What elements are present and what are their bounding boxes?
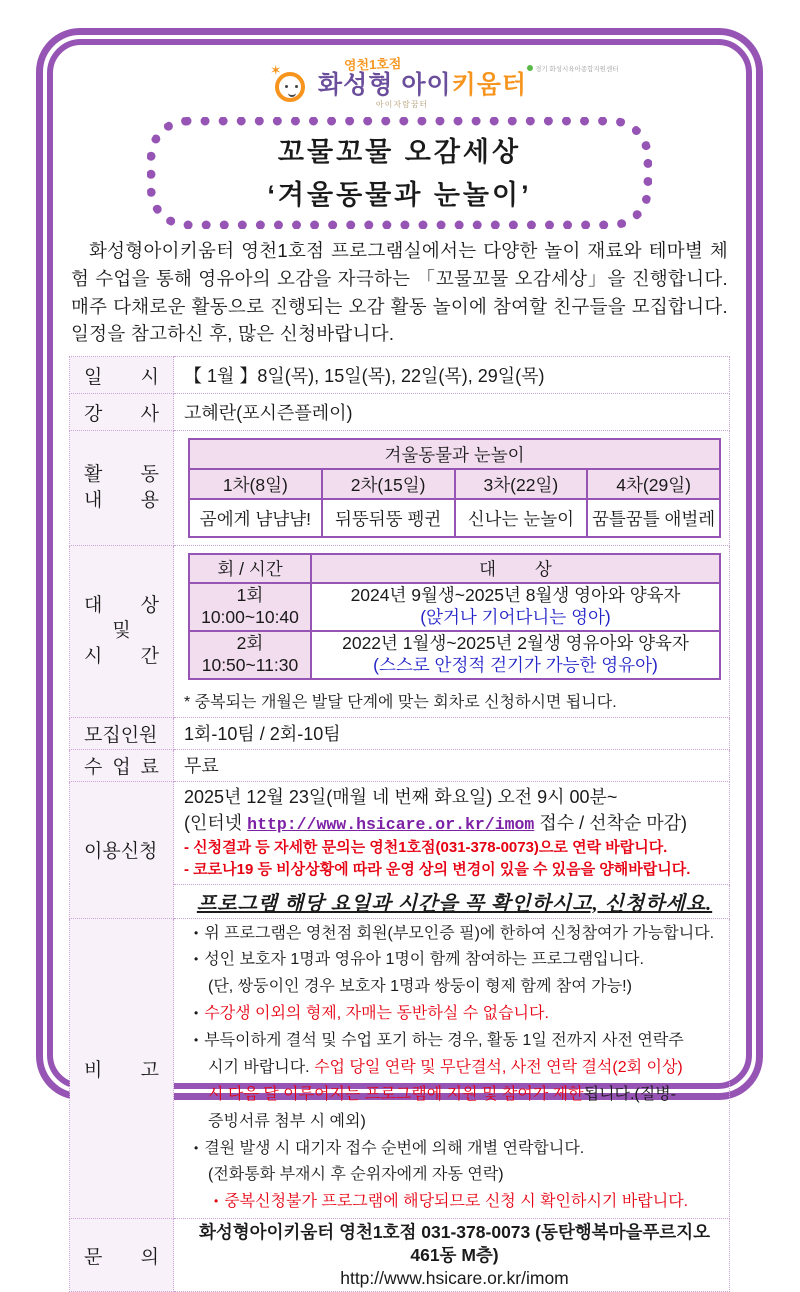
target-row-2 — [189, 631, 720, 679]
row-notes — [70, 918, 730, 1219]
emphasis-text: 프로그램 해당 요일과 시간을 꼭 확인하시고, 신청하세요. — [174, 884, 730, 918]
program-subtitle: ‘겨울동물과 눈놀이’ — [267, 180, 532, 210]
note-line: 시 다음 달 이루어지는 프로그램에 지원 및 참여가 제한됩니다.(질병- — [208, 1085, 676, 1103]
note-line: (단, 쌍둥이인 경우 보호자 1명과 쌍둥이 형제 함께 참여 가능!) — [208, 978, 632, 996]
activity-table — [188, 438, 721, 538]
row-activity — [70, 431, 730, 546]
session-2-target: 2022년 1월생~2025년 2월생 영유아와 양육자 (스스로 안정적 걷기가 가능한 영유아) — [311, 631, 720, 679]
note-line: • 결원 발생 시 대기자 접수 순번에 의해 개별 연락합니다. — [194, 1139, 585, 1157]
contact-address: 화성형아이키움터 영천1호점 031-378-0073 (동탄행복마을푸르지오 461동 M층) — [198, 1222, 711, 1265]
target-row-1 — [189, 583, 720, 631]
label-notes: 비 고 — [70, 918, 174, 1219]
label-activity: 활 동 내 용 — [70, 431, 174, 546]
contact-content — [174, 1219, 730, 1292]
label-target-time: 대 상 및 시 간 — [70, 546, 174, 718]
session-2-topic: 뒤뚱뒤뚱 펭귄 — [322, 499, 455, 537]
activity-content — [174, 431, 730, 546]
label-datetime: 일 시 — [70, 357, 174, 394]
note-line: • 부득이하게 결석 및 수업 포기 하는 경우, 활동 1일 전까지 사전 연락주 — [194, 1032, 684, 1050]
label-application: 이용신청 — [70, 781, 174, 918]
logo-brand: 화성형 아이키움터 — [317, 70, 528, 99]
note-line: • 수강생 이외의 형제, 자매는 동반하실 수 없습니다. — [194, 1005, 549, 1023]
logo-branch: 영천1호점 — [343, 55, 402, 73]
session-1-name: 1차(8일) — [189, 469, 322, 499]
row-contact — [70, 1219, 730, 1292]
value-fee: 무료 — [174, 749, 730, 781]
target-table — [188, 553, 721, 680]
target-content — [174, 546, 730, 718]
note-line: 증빙서류 첨부 시 예외) — [208, 1112, 366, 1130]
partner-org: 경기 화성시육아종합지원센터 — [527, 64, 647, 73]
value-instructor: 고혜란(포시즌플레이) — [174, 394, 730, 431]
session-1-time: 1회 10:00~10:40 — [189, 583, 311, 631]
page-content — [47, 39, 752, 1288]
notes-content — [174, 918, 730, 1219]
target-col1-header: 회 / 시간 — [189, 554, 311, 583]
note-line: • 위 프로그램은 영천점 회원(부모인증 필)에 한하여 신청참여가 가능합니다. — [194, 924, 715, 942]
session-3-topic: 신나는 눈놀이 — [455, 499, 588, 537]
row-target-time — [70, 546, 730, 718]
baby-face-icon — [269, 61, 312, 108]
note-line: (전화통화 부재시 후 순위자에게 자동 연락) — [208, 1166, 504, 1184]
application-notice-1: - 신청결과 등 자세한 문의는 영천1호점(031-378-0073)으로 연락 바랍니다. — [184, 838, 668, 856]
intro-paragraph: 화성형아이키움터 영천1호점 프로그램실에서는 다양한 놀이 재료와 테마별 체험 수업을 통해 영유아의 오감을 자극하는 「꼬물꼬물 오감세상」을 진행합니다. 매주 다채로운 활동으로 진행되는 오감 활동 놀이에 참여할 친구들을 모집합니다. 일정을 참고하신 후, 많은 신청바랍니다. — [71, 240, 728, 345]
row-instructor — [70, 394, 730, 431]
session-2-name: 2차(15일) — [322, 469, 455, 499]
value-datetime: 【 1월 】8일(목), 15일(목), 22일(목), 29일(목) — [174, 357, 730, 394]
note-line: • 중복신청불가 프로그램에 해당되므로 신청 시 확인하시기 바랍니다. — [214, 1193, 689, 1211]
note-line: 시기 바랍니다. 수업 당일 연락 및 무단결석, 사전 연락 결석(2회 이상) — [208, 1058, 683, 1076]
partner-logo-icon — [527, 65, 533, 71]
session-4-topic: 꿈틀꿈틀 애벌레 — [587, 499, 720, 537]
session-2-time: 2회 10:50~11:30 — [189, 631, 311, 679]
application-link[interactable]: http://www.hsicare.or.kr/imom — [247, 814, 535, 834]
row-capacity — [70, 717, 730, 749]
label-capacity: 모집인원 — [70, 717, 174, 749]
logo-subtitle: 아이자람꿈터 — [375, 99, 429, 109]
logo-area — [69, 53, 730, 113]
contact-url: http://www.hsicare.or.kr/imom — [340, 1267, 569, 1288]
target-col2-header: 대 상 — [311, 554, 720, 583]
session-1-topic: 곰에게 냠냠냠! — [189, 499, 322, 537]
application-date: 2025년 12월 23일(매월 네 번째 화요일) 오전 9시 00분~ — [184, 786, 618, 807]
row-fee — [70, 749, 730, 781]
label-contact: 문 의 — [70, 1219, 174, 1292]
application-notice-2: - 코로나19 등 비상상황에 따라 운영 상의 변경이 있을 수 있음을 양해바랍니다. — [184, 861, 691, 879]
label-fee: 수 업 료 — [70, 749, 174, 781]
session-1-target: 2024년 9월생~2025년 8월생 영아와 양육자 (앉거나 기어다니는 영아) — [311, 583, 720, 631]
value-capacity: 1회-10팀 / 2회-10팀 — [174, 717, 730, 749]
program-title: 꼬물꼬물 오감세상 — [277, 137, 522, 167]
session-4-name: 4차(29일) — [587, 469, 720, 499]
star-icon: ✶ — [269, 61, 282, 78]
application-content — [174, 781, 730, 884]
application-method: (인터넷 http://www.hsicare.or.kr/imom 접수 / 선착순 마감) — [184, 812, 688, 834]
target-footnote: * 중복되는 개월은 발달 단계에 맞는 회차로 신청하시면 됩니다. — [184, 693, 617, 711]
session-3-name: 3차(22일) — [455, 469, 588, 499]
info-table — [69, 356, 730, 1292]
row-datetime — [70, 357, 730, 394]
label-instructor: 강 사 — [70, 394, 174, 431]
activity-table-title: 겨울동물과 눈놀이 — [189, 439, 720, 469]
logo — [269, 55, 619, 109]
page-border — [36, 28, 763, 1288]
title-box — [147, 117, 652, 229]
row-application — [70, 781, 730, 884]
note-line: • 성인 보호자 1명과 영유아 1명이 함께 참여하는 프로그램입니다. — [194, 951, 644, 969]
